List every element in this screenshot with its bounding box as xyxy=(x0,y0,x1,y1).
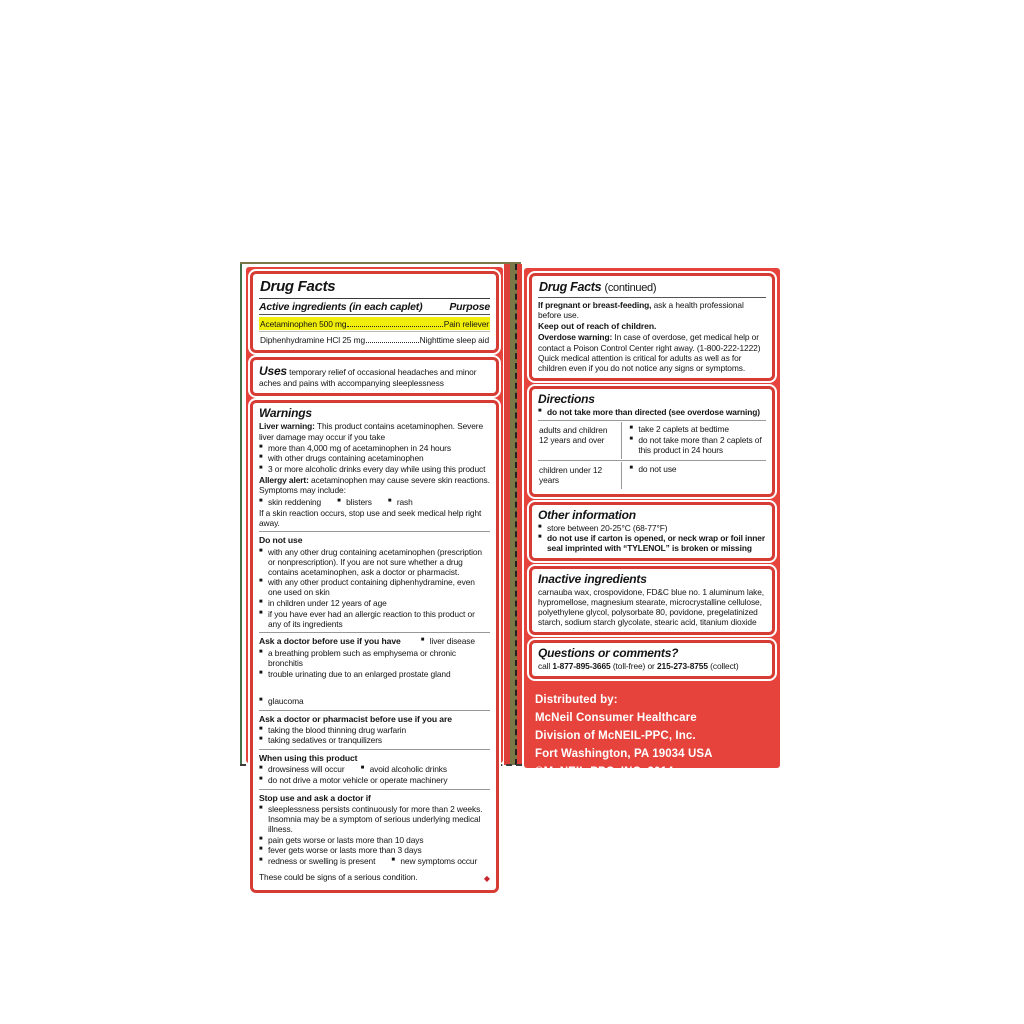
bullet-item: ■ with any other drug containing acetaminophen (prescription or nonprescription). If you are not sure whether a drug contains acetaminophen, ask a doctor or pharmacist. xyxy=(259,547,490,577)
bullet-item: ■ trouble urinating due to an enlarged prostate gland xyxy=(259,669,451,679)
bullet-item: ■ do not use if carton is opened, or neck wrap or foil inner seal imprinted with “TYLENOL” is broken or missing xyxy=(538,533,766,553)
overdose-text: In case of overdose, get medical help or contact a Poison Control Center right away. (1-800-222-1222) Quick medical attention is critical for adults as well as for children even if you do not notice any signs or symptoms. xyxy=(538,332,761,373)
fold-dashed-line xyxy=(510,264,517,765)
do-not-use-heading: Do not use xyxy=(259,535,303,546)
pregnancy-text: ask a health professional before use. xyxy=(538,300,744,321)
stop-use-heading: Stop use and ask a doctor if xyxy=(259,792,371,803)
uses-text xyxy=(259,364,490,388)
call-label: call xyxy=(538,661,551,672)
bullet-item: ■ blisters xyxy=(337,497,372,507)
ask-doctor-row xyxy=(259,668,490,706)
warnings-heading: Warnings xyxy=(259,406,312,421)
stop-use-bullet1-cont: Insomnia may be a symptom of serious underlying medical illness. xyxy=(268,813,481,834)
dosage-cell xyxy=(622,421,766,460)
drug-facts-continued-title xyxy=(538,279,766,296)
stop-use-row xyxy=(259,856,490,867)
section-separator xyxy=(259,789,490,790)
warnings-box xyxy=(250,400,499,892)
active-ingredients-heading: Active ingredients (in each caplet) xyxy=(259,301,423,313)
ask-pharmacist-heading: Ask a doctor or pharmacist before use if you are xyxy=(259,713,452,724)
bullet-item: ■ fever gets worse or lasts more than 3 days xyxy=(259,845,490,855)
directions-box xyxy=(529,386,775,497)
ingredient-purpose: Pain reliever xyxy=(443,318,489,329)
allergy-alert-text: acetaminophen may cause severe skin reactions. Symptoms may include: xyxy=(259,474,490,495)
bullet-item: ■ take 2 caplets at bedtime xyxy=(629,424,766,434)
age-group-cell: adults and children 12 years and over xyxy=(538,422,622,459)
distributor-division: Division of McNEIL-PPC, Inc. xyxy=(535,730,696,742)
directions-note: ■ do not take more than directed (see overdose warning) xyxy=(538,407,766,417)
bullet-item: ■ more than 4,000 mg of acetaminophen in 24 hours xyxy=(259,443,490,453)
section-separator xyxy=(259,632,490,633)
liver-warning-lead: Liver warning: xyxy=(259,421,315,432)
when-using-row xyxy=(259,764,490,775)
bullet-item: ■ avoid alcoholic drinks xyxy=(361,764,447,774)
bullet-item: ■ pain gets worse or lasts more than 10 days xyxy=(259,835,490,845)
age-group-cell: children under 12 years xyxy=(538,462,622,489)
pregnancy-lead: If pregnant or breast-feeding, xyxy=(538,300,652,310)
bullet-item: ■ if you have ever had an allergic reaction to this product or any of its ingredients xyxy=(259,609,490,629)
drug-facts-panel-right xyxy=(524,268,780,796)
distributor-info xyxy=(529,684,775,799)
bullet-item: ■ taking the blood thinning drug warfarin xyxy=(259,725,490,735)
ask-doctor-heading-row xyxy=(259,636,490,647)
inactive-ingredients-text: carnauba wax, crospovidone, FD&C blue no. 1 aluminum lake, hypromellose, magnesium stearate, microcrystalline cellulose, polyethylene glycol, polysorbate 80, povidone, pregelatinized starch, sodium starch glycolate, stearic acid, titanium dioxide xyxy=(538,586,765,628)
bullet-item: ■ drowsiness will occur xyxy=(259,764,345,774)
allergy-alert xyxy=(259,475,490,495)
active-ingredients-box xyxy=(250,271,499,353)
ingredient-name: Acetaminophen 500 mg xyxy=(260,318,347,329)
divider xyxy=(259,298,490,299)
toll-free-label: (toll-free) or xyxy=(612,661,655,672)
divider xyxy=(259,314,490,315)
drug-facts-title-text: Drug Facts xyxy=(539,280,602,294)
bullet-item: ■ 3 or more alcoholic drinks every day while using this product xyxy=(259,464,490,474)
stop-use-bullet1: sleeplessness persists continuously for more than 2 weeks. xyxy=(268,803,483,814)
ingredient-row-acetaminophen xyxy=(259,317,490,330)
stop-use-footer-row xyxy=(259,868,490,886)
carton-top-trim xyxy=(240,262,521,264)
divider xyxy=(538,297,766,298)
ingredient-name: Diphenhydramine HCl 25 mg xyxy=(260,334,366,345)
liver-warning xyxy=(259,421,490,441)
divider xyxy=(259,331,490,332)
keep-out-of-reach-text: Keep out of reach of children. xyxy=(538,321,657,332)
ingredient-purpose: Nighttime sleep aid xyxy=(419,334,489,345)
bullet-item: ■ redness or swelling is present xyxy=(259,856,375,866)
purpose-heading: Purpose xyxy=(449,301,490,313)
bullet-item: ■ with other drugs containing acetaminophen xyxy=(259,453,490,463)
bullet-item: ■ do not take more than 2 caplets of this product in 24 hours xyxy=(629,435,766,455)
directions-heading: Directions xyxy=(538,391,595,406)
section-separator xyxy=(259,710,490,711)
allergy-footer: If a skin reaction occurs, stop use and seek medical help right away. xyxy=(259,508,482,529)
section-separator xyxy=(259,531,490,532)
continued-box xyxy=(529,273,775,381)
inactive-ingredients-box xyxy=(529,566,775,635)
bullet-item: ■ store between 20-25°C (68-77°F) xyxy=(538,523,766,533)
dotted-leader xyxy=(347,326,442,327)
overdose-lead: Overdose warning: xyxy=(538,332,613,343)
pregnancy-warning xyxy=(538,300,766,320)
questions-phone-line xyxy=(538,661,766,671)
bullet-item: ■ in children under 12 years of age xyxy=(259,598,490,608)
copyright-line: ©McNEIL-PPC, INC. 2014 xyxy=(535,765,674,778)
questions-heading: Questions or comments? xyxy=(538,646,679,661)
bullet-item: ■ glaucoma xyxy=(259,696,304,706)
questions-box xyxy=(529,640,775,679)
ask-doctor-heading: Ask a doctor before use if you have xyxy=(259,636,401,647)
website-line: Visit us at www.tylenol.com xyxy=(535,783,689,796)
phone-toll-free: 1-877-895-3665 xyxy=(552,661,611,672)
directions-table xyxy=(538,420,766,490)
overdose-warning xyxy=(538,332,766,372)
uses-box xyxy=(250,357,499,396)
allergy-alert-lead: Allergy alert: xyxy=(259,474,309,485)
continued-label: (continued) xyxy=(604,282,657,294)
bullet-item: ■ rash xyxy=(388,497,413,507)
drug-facts-title: Drug Facts xyxy=(260,278,336,295)
distributor-address: Fort Washington, PA 19034 USA xyxy=(535,747,713,760)
bullet-item: ■ do not drive a motor vehicle or operate machinery xyxy=(259,775,490,785)
phone-collect: 215-273-8755 xyxy=(656,661,708,672)
distributor-name: McNeil Consumer Healthcare xyxy=(535,712,697,725)
ingredient-row-diphenhydramine xyxy=(259,333,490,346)
uses-heading: Uses xyxy=(259,364,287,378)
collect-label: (collect) xyxy=(710,661,739,672)
serious-condition-text: These could be signs of a serious condition. xyxy=(259,871,418,882)
dosage-cell xyxy=(622,461,766,490)
bullet-item: ■ a breathing problem such as emphysema or chronic bronchitis xyxy=(259,648,490,668)
section-separator xyxy=(259,749,490,750)
fold-stripe-right xyxy=(517,264,522,765)
table-row xyxy=(538,460,766,490)
uses-body: temporary relief of occasional headaches and minor aches and pains with accompanying sleeplessness xyxy=(259,367,477,389)
bullet-item: ■ skin reddening xyxy=(259,497,321,507)
bullet-item: ■ taking sedatives or tranquilizers xyxy=(259,735,490,745)
table-row xyxy=(538,421,766,460)
bullet-item: ■ liver disease xyxy=(421,636,475,646)
other-information-heading: Other information xyxy=(538,507,636,522)
dotted-leader xyxy=(366,342,419,343)
bullet-item: ■ new symptoms occur xyxy=(391,856,477,866)
other-information-box xyxy=(529,502,775,561)
bullet-item: ■ with any other product containing diphenhydramine, even one used on skin xyxy=(259,577,490,597)
distributed-by-label: Distributed by: xyxy=(535,694,618,707)
bullet-item xyxy=(259,804,490,834)
allergy-symptoms-row xyxy=(259,496,490,507)
carton-left-trim xyxy=(240,264,242,765)
bullet-item: ■ do not use xyxy=(629,464,766,474)
active-ingredients-header xyxy=(259,301,490,313)
diamond-icon xyxy=(484,868,490,886)
drug-facts-panel-left xyxy=(246,267,503,882)
when-using-heading: When using this product xyxy=(259,752,358,763)
inactive-ingredients-heading: Inactive ingredients xyxy=(538,571,647,586)
liver-warning-text: This product contains acetaminophen. Severe liver damage may occur if you take xyxy=(259,421,484,442)
